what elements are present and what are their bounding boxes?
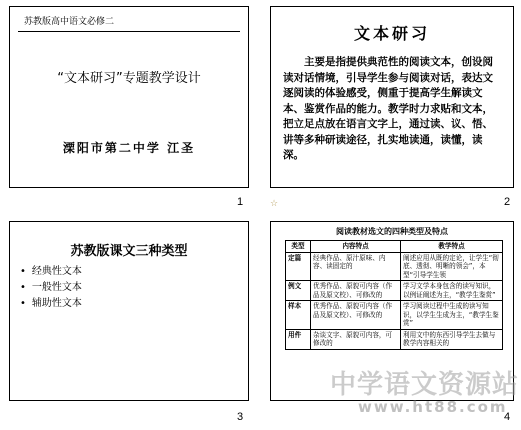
table-header: 类型 — [286, 241, 311, 253]
slide-1-divider — [18, 31, 240, 32]
table-cell-teaching: 学习阅读过程中生成的读写知识，以学生生成为主，“教学生鉴赏” — [401, 301, 503, 330]
slide-4-number: 4 — [504, 411, 511, 423]
slide-2-title: 文本研习 — [353, 24, 430, 43]
table-cell-type: 样本 — [286, 301, 311, 330]
slide-2[interactable] — [270, 6, 514, 188]
slide-1-title: “文本研习”专题教学设计 — [57, 71, 201, 86]
list-item: • 辅助性文本 — [20, 296, 82, 312]
slide-2-body: 主要是指提供典范性的阅读文本，创设阅读对话情境，引导学生参与阅读对话，表达文逐阅读的体验感受，侧重于提高学生解读文本、鉴赏作品的能力。教学时力求贴和文本，把立足点放在语言文字上，通过读、议、悟、讲等多种研读途径，扎实地读通，读懂，读深。 — [283, 56, 493, 161]
table-cell-type: 用件 — [286, 329, 311, 349]
table-cell-teaching: 学习文学本身包含的读写知识，以例证阐述为主，“教学生鉴赏” — [401, 281, 503, 301]
slide-3[interactable] — [9, 221, 249, 401]
table-cell-content: 杂谈文字、原貌可内容，可修改的 — [311, 329, 401, 349]
slide-3-number: 3 — [237, 411, 244, 423]
table-cell-content: 经典作品、原汁原味、内容、读固定的 — [311, 252, 401, 281]
watermark-title: 中学语文资源站 — [330, 370, 520, 400]
list-item: • 经典性文本 — [20, 264, 82, 280]
slide-1-author: 溧阳市第二中学 江圣 — [62, 141, 196, 155]
table-header-row — [286, 241, 503, 253]
slide-3-title: 苏教版课文三种类型 — [70, 244, 188, 259]
text-types-table — [285, 240, 503, 350]
slide-4-title: 阅读教材选文的四种类型及特点 — [336, 227, 448, 236]
watermark-url: www.ht88.com — [358, 398, 508, 416]
table-cell-teaching: 利用文中的东西引导学生去做与教学内容相关的 — [401, 329, 503, 349]
slide-2-number: 2 — [504, 196, 511, 208]
list-item: • 一般性文本 — [20, 280, 82, 296]
slide-1-number: 1 — [237, 196, 244, 208]
table-cell-type: 定篇 — [286, 252, 311, 281]
table-header: 教学特点 — [401, 241, 503, 253]
table-row — [286, 301, 503, 330]
table-cell-content: 优秀作品、原貌可内容（作品及原文校）、可修改的 — [311, 281, 401, 301]
table-row — [286, 252, 503, 281]
table-cell-type: 例文 — [286, 281, 311, 301]
table-cell-content: 优秀作品、原貌可内容（作品及原文校）、可修改的 — [311, 301, 401, 330]
table-header: 内容特点 — [311, 241, 401, 253]
table-row — [286, 281, 503, 301]
slide-1-header: 苏教版高中语文必修二 — [24, 17, 115, 27]
star-marker-icon: ☆ — [270, 199, 279, 209]
slide-3-list — [20, 264, 82, 312]
table-cell-teaching: 阐述应用从既的定论，让学生“彻底、透彻、明晰的领会”，本型“引导学生领 — [401, 252, 503, 281]
table-row — [286, 329, 503, 349]
slide-1[interactable] — [9, 6, 249, 188]
